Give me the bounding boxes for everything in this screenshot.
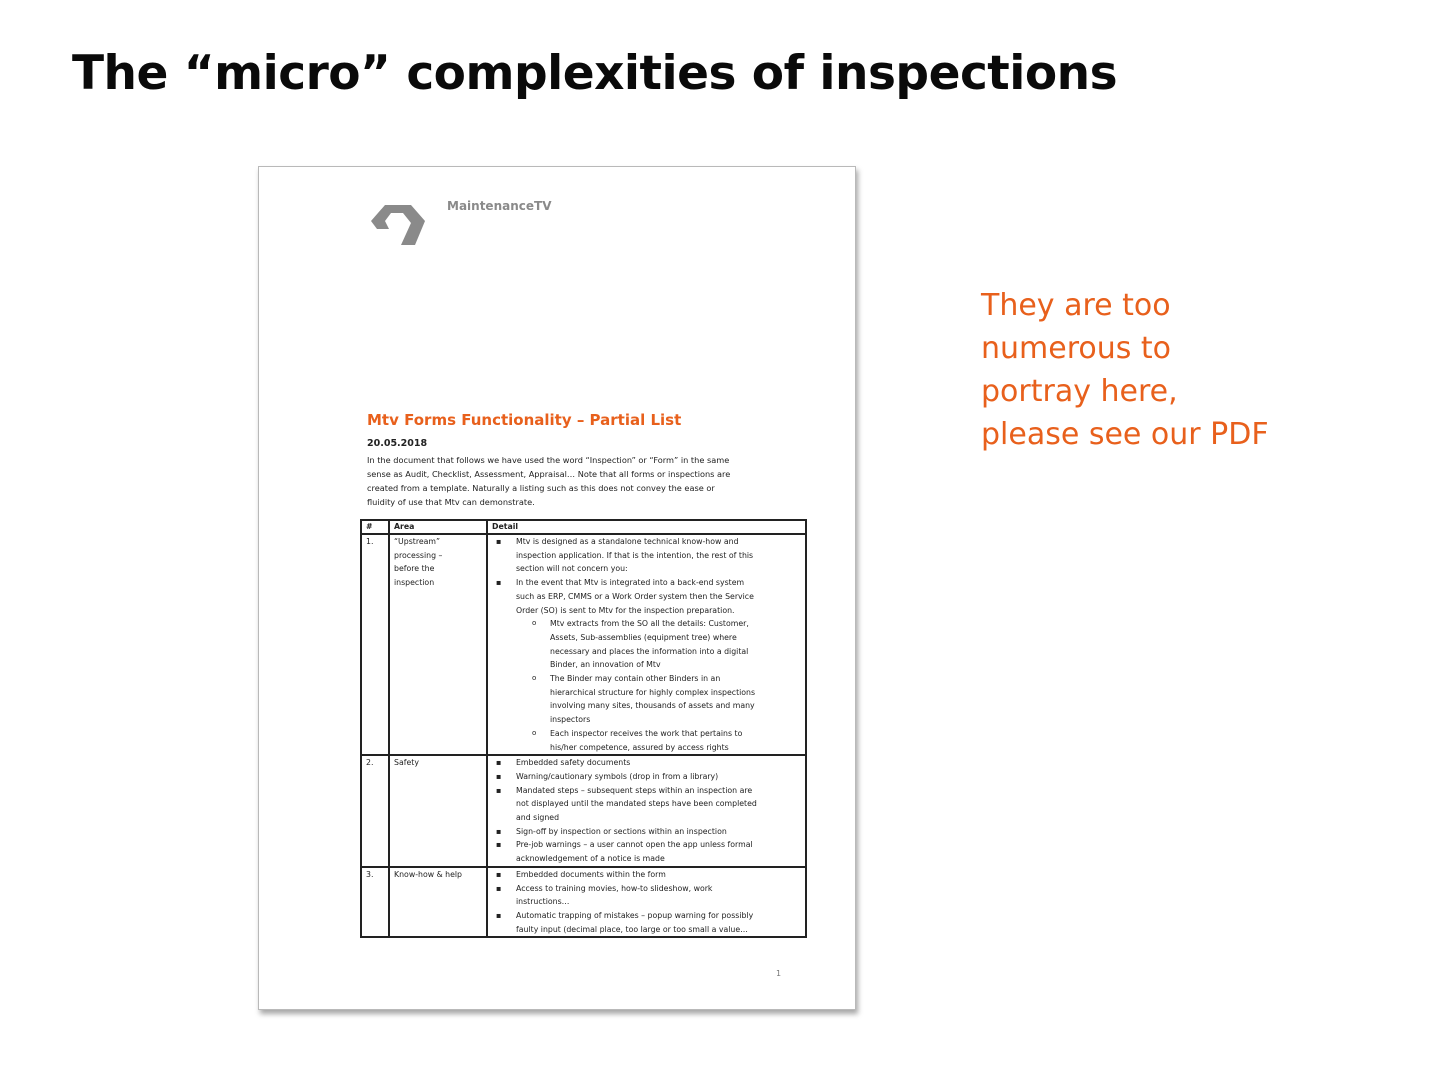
sub-bullet-line: involving many sites, thousands of assets and many <box>550 701 755 711</box>
detail-bullet <box>492 882 801 909</box>
document-date: 20.05.2018 <box>367 438 428 449</box>
bullet-line: ▪ Access to training movies, how-to slideshow, work <box>516 883 713 893</box>
row-detail <box>487 867 806 938</box>
bullet-line: acknowledgement of a notice is made <box>516 854 665 864</box>
detail-sub-bullet <box>550 672 801 727</box>
detail-bullet <box>492 756 801 770</box>
table-header-row <box>361 520 806 534</box>
bullet-line: ▪ Embedded safety documents <box>516 758 631 768</box>
detail-bullet <box>492 825 801 839</box>
sub-bullet-line: o The Binder may contain other Binders in an <box>550 674 721 684</box>
detail-bullet <box>492 868 801 882</box>
bullet-line: and signed <box>516 813 560 823</box>
logo-text: MaintenanceTV <box>447 199 552 213</box>
table-row <box>361 534 806 755</box>
area-line: Know-how & help <box>394 869 462 879</box>
document-title: Mtv Forms Functionality – Partial List <box>367 411 682 429</box>
area-line: inspection <box>394 578 435 588</box>
bullet-line: faulty input (decimal place, too large or too small a value… <box>516 924 748 934</box>
bullet-line: ▪ Mandated steps – subsequent steps within an inspection are <box>516 785 753 795</box>
sub-bullet-line: Binder, an innovation of Mtv <box>550 660 661 670</box>
intro-line: created from a template. Naturally a listing such as this does not convey the ease or <box>367 483 715 493</box>
row-area <box>389 534 487 755</box>
table-row <box>361 755 806 867</box>
bullet-line: such as ERP, CMMS or a Work Order system then the Service <box>516 591 754 601</box>
area-line: “Upstream” <box>394 537 441 546</box>
sub-bullet-line: o Each inspector receives the work that pertains to <box>550 728 743 738</box>
detail-bullet <box>492 535 801 576</box>
functionality-table <box>360 519 807 938</box>
document-intro <box>367 453 797 509</box>
detail-sub-bullet <box>550 727 801 754</box>
area-line: Safety <box>394 758 419 768</box>
intro-line: sense as Audit, Checklist, Assessment, Appraisal… Note that all forms or inspections are <box>367 469 731 479</box>
area-line: processing – <box>394 550 443 560</box>
header-detail: Detail <box>487 520 806 534</box>
bullet-line: ▪ Mtv is designed as a standalone technical know-how and <box>516 537 739 546</box>
bullet-line: ▪ Warning/cautionary symbols (drop in from a library) <box>516 771 719 781</box>
bullet-line: section will not concern you: <box>516 564 628 574</box>
row-area <box>389 867 487 938</box>
row-number: 2. <box>361 755 389 867</box>
callout-line: portray here, <box>981 374 1178 409</box>
sub-bullet-line: his/her competence, assured by access rights <box>550 742 729 752</box>
slide-title: The “micro” complexities of inspections <box>72 46 1118 101</box>
sub-bullet-line: necessary and places the information into a digital <box>550 646 749 656</box>
bullet-line: not displayed until the mandated steps have been completed <box>516 799 757 809</box>
pdf-page-preview <box>258 166 856 1010</box>
row-detail <box>487 755 806 867</box>
table-row <box>361 867 806 938</box>
sub-bullet-line: hierarchical structure for highly complex inspections <box>550 687 756 697</box>
header-area: Area <box>389 520 487 534</box>
detail-bullet <box>492 576 801 754</box>
intro-line: In the document that follows we have used the word “Inspection” or “Form” in the same <box>367 455 730 465</box>
bullet-line: instructions… <box>516 897 570 907</box>
bullet-line: inspection application. If that is the intention, the rest of this <box>516 550 754 560</box>
detail-bullet <box>492 909 801 936</box>
bullet-line: ▪ Sign-off by inspection or sections within an inspection <box>516 826 727 836</box>
detail-bullet <box>492 784 801 825</box>
header-number: # <box>361 520 389 534</box>
row-detail <box>487 534 806 755</box>
bullet-line: ▪ Pre-job warnings – a user cannot open the app unless formal <box>516 840 753 850</box>
detail-sub-bullet <box>550 617 801 672</box>
sub-bullet-line: o Mtv extracts from the SO all the details: Customer, <box>550 619 749 629</box>
callout-line: numerous to <box>981 331 1172 366</box>
bullet-line: ▪ In the event that Mtv is integrated into a back-end system <box>516 578 745 588</box>
row-number: 3. <box>361 867 389 938</box>
bullet-line: ▪ Embedded documents within the form <box>516 869 666 879</box>
bullet-line: ▪ Automatic trapping of mistakes – popup warning for possibly <box>516 910 754 920</box>
detail-bullet <box>492 838 801 865</box>
sub-bullet-line: inspectors <box>550 715 591 725</box>
callout-text <box>981 284 1311 456</box>
intro-line: fluidity of use that Mtv can demonstrate. <box>367 497 535 507</box>
row-area <box>389 755 487 867</box>
maintenancetv-logo-icon <box>367 199 425 249</box>
detail-bullet <box>492 770 801 784</box>
row-number: 1. <box>361 534 389 755</box>
sub-bullet-line: Assets, Sub-assemblies (equipment tree) where <box>550 632 737 642</box>
page-number: 1 <box>776 969 782 978</box>
callout-line: They are too <box>981 288 1171 323</box>
bullet-line: Order (SO) is sent to Mtv for the inspection preparation. <box>516 605 735 615</box>
callout-line: please see our PDF <box>981 417 1269 452</box>
area-line: before the <box>394 564 435 574</box>
